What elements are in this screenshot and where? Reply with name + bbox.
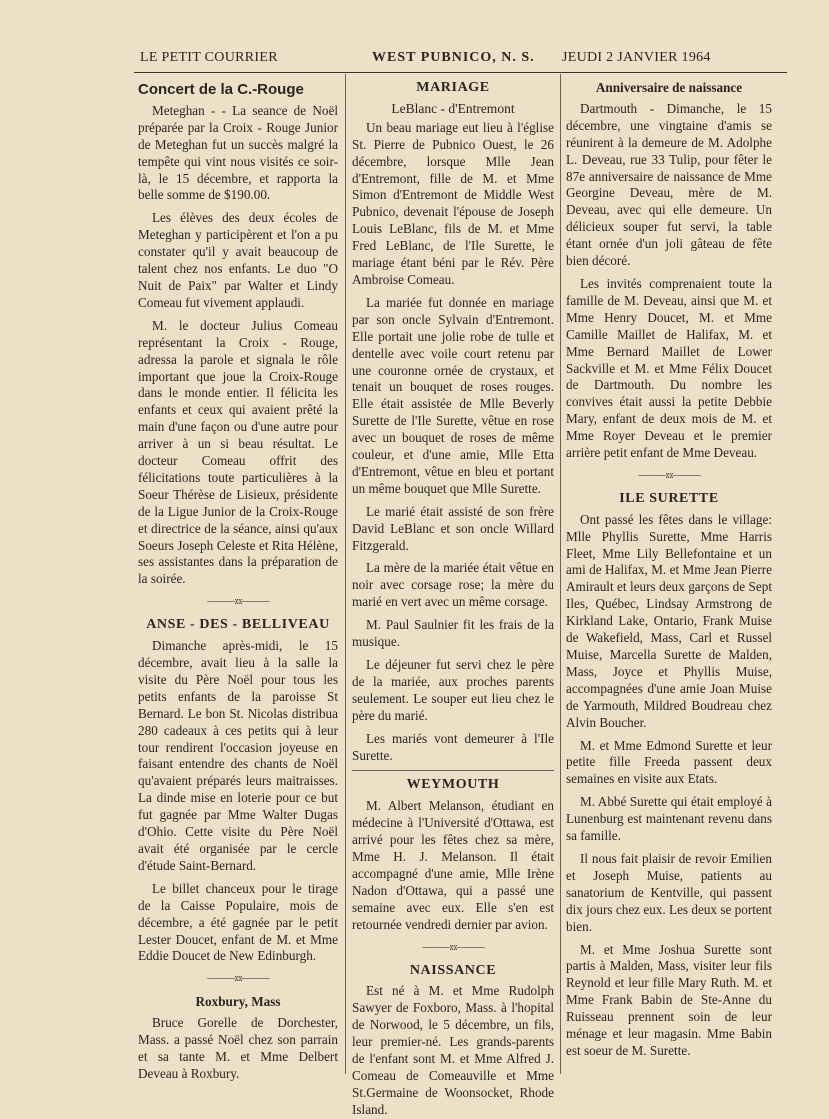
issue-date: JEUDI 2 JANVIER 1964 xyxy=(562,50,711,65)
article-paragraph: M. Albert Melanson, étudiant en médecine à l'Université d'Ottawa, est arrivé pour les fêtes chez sa mère, Mme H. J. Melanson. Il était accompagné d'une amie, Mlle Irène Nadon d'Ottawa, qui a passé une semaine avec eux. Elle s'en est retournée vendredi dernier par avion. xyxy=(352,798,554,932)
article-paragraph: Meteghan - - La seance de Noël préparée par la Croix - Rouge Junior de Meteghan fut un succès malgré la tempête qui vint nous visités ce soir-là, le 15 décembre, et rapporta la belle somme de $190.00. xyxy=(138,102,338,203)
article-paragraph: M. et Mme Edmond Surette et leur petite fille Freeda passent deux semaines en visite aux Etats. xyxy=(566,737,772,787)
separator: ———:o:——— xyxy=(207,973,269,985)
article-paragraph: La mère de la mariée était vêtue en noir avec corsage rose; la mère du marié en vert avec un même corsage. xyxy=(352,560,554,610)
article-title-ile-surette: ILE SURETTE xyxy=(619,490,719,506)
article-title-anniversaire: Anniversaire de naissance xyxy=(595,80,743,95)
article-paragraph: Bruce Gorelle de Dorchester, Mass. a passé Noël chez son parrain et sa tante M. et Mme Delbert Deveau à Roxbury. xyxy=(138,1015,338,1081)
article-title-concert: Concert de la C.-Rouge xyxy=(138,81,304,98)
column-3 xyxy=(566,74,772,1074)
article-subtitle: LeBlanc - d'Entremont xyxy=(391,100,515,116)
separator: ———:o:——— xyxy=(638,469,700,481)
article-paragraph: Ont passé les fêtes dans le village: Mlle Phyllis Surette, Mme Harris Fleet, Mme Lily Bellefontaine et un ami de Halifax, M. et Mme Jean Pierre Amirault et leurs deux garçons de Sept Iles, Québec, Lindsay Armstrong de Kirkland Lake, Ontario, Frank Muise de Wakefield, Mass, Carl et Russel Muise, Marcella Surette de Malden, Mass, Joyce et Phyllis Muise, accompagnées d'une amie Joan Muise de Yarmouth, Mildred Boudreau chez Alvin Boucher. xyxy=(566,511,772,730)
article-paragraph: Le déjeuner fut servi chez le père de la mariée, aux proches parents seulement. Le souper eut lieu chez le père du marié. xyxy=(352,657,554,723)
article-paragraph: M. Abbé Surette qui était employé à Lunenburg est maintenant revenu dans sa famille. xyxy=(566,794,772,844)
article-paragraph: Le billet chanceux pour le tirage de la Caisse Populaire, mois de décembre, a été gagnée par le petit Lester Doucet, enfant de M. et Mme Eddie Doucet de New Edinburgh. xyxy=(138,880,338,964)
article-paragraph: Les élèves des deux écoles de Meteghan y participèrent et l'on a pu constater qu'il y avait beaucoup de talent chez nos enfants. Le duo "O Nuit de Paix" par Walter et Lindy Comeau fut vivement applaudi. xyxy=(138,210,338,310)
article-paragraph: Un beau mariage eut lieu à l'église St. Pierre de Pubnico Ouest, le 26 décembre, lorsque Mlle Jean d'Entremont, fille de M. et Mme Simon d'Entremont de Middle West Pubnico, devenait l'épouse de Joseph Louis LeBlanc, fils de M. et Mme Fred LeBlanc, de l'Ile Surette, le mariage étant béni par le Rév. Père Ambroise Comeau. xyxy=(352,119,554,287)
column-divider-2 xyxy=(560,74,561,1074)
column-1 xyxy=(138,74,338,1081)
article-title-roxbury: Roxbury, Mass xyxy=(195,994,281,1010)
article-paragraph: Il nous fait plaisir de revoir Emilien et Joseph Muise, patients au sanatorium de Kentville, qui passent dix jours chez eux. Les deux se portent bien. xyxy=(566,850,772,934)
section-rule xyxy=(352,770,554,771)
column-2 xyxy=(352,74,554,1117)
article-paragraph: Est né à M. et Mme Rudolph Sawyer de Foxboro, Mass. à l'hopital de Norwood, le 5 décembre, un fils, leur premier-né. Les grands-parents de l'enfant sont M. et Mme Alfred J. Comeau de Comeauville et Mme St.Germaine de Woonsocket, Rhode Island. xyxy=(352,983,554,1117)
article-paragraph: M. Paul Saulnier fit les frais de la musique. xyxy=(352,617,554,650)
article-paragraph: La mariée fut donnée en mariage par son oncle Sylvain d'Entremont. Elle portait une jolie robe de tulle et dentelle avec voile court retenu par une couronne ornée de crystaux, et tenait un bouquet de roses rouges. Elle était assistée de Mlle Beverly Surette de l'Ile Surette, vêtue en rose avec un bouquet de roses de même couleur, et d'une amie, Mlle Etta d'Entremont, vêtue en bleu et portant un même bouquet que Mlle Surette. xyxy=(352,294,554,496)
separator: ———:o:——— xyxy=(207,596,269,608)
masthead xyxy=(96,46,776,70)
article-title-naissance: NAISSANCE xyxy=(409,962,497,978)
header-rule xyxy=(134,72,787,73)
article-title-mariage: MARIAGE xyxy=(416,80,490,95)
place-line: WEST PUBNICO, N. S. xyxy=(372,50,535,65)
paper-name: LE PETIT COURRIER xyxy=(140,50,278,65)
separator: ———:o:——— xyxy=(422,941,484,953)
column-divider-1 xyxy=(345,74,346,1074)
article-paragraph: Dartmouth - Dimanche, le 15 décembre, une vingtaine d'amis se réunirent à la demeure de M. Adolphe L. Deveau, rue 33 Tulip, pour fêter le 87e anniversaire de naissance de Mme Georgine Deveau, mère de M. Deveau, avec qui elle demeure. Un délicieux souper fut servi, la table étant ornée d'un joli gâteau de fête bien décoré. xyxy=(566,100,772,269)
article-paragraph: Le marié était assisté de son frère David LeBlanc et son oncle Willard Fitzgerald. xyxy=(352,503,554,553)
article-title-weymouth: WEYMOUTH xyxy=(406,777,500,793)
article-paragraph: M. et Mme Joshua Surette sont partis à Malden, Mass, visiter leur fils Reynold et leur fille Mary Ruth. M. et Mme Frank Babin de Ste-Anne du Ruisseau prennent soin de leur ménage et leur magasin. Mme Babin est soeur de M. Surette. xyxy=(566,941,772,1058)
article-paragraph: Dimanche après-midi, le 15 décembre, avait lieu à la salle la visite du Père Noël pour tous les petits enfants de la paroisse St Bernard. Le bon St. Nicolas distribua 280 cadeaux à ces petits qui à leur tour rendirent l'occasion joyeuse en faisant entendre des chants de Noël qu'avaient préparés leurs maitraisses. La dinde mise en loterie pour ce but fut gagnée par Mme Walter Dugas d'Ohio. Cette visite du Père Noël avait été organisée par le cercle d'étude Saint-Bernard. xyxy=(138,638,338,873)
article-title-anse: ANSE - DES - BELLIVEAU xyxy=(146,617,330,633)
article-paragraph: Les invités comprenaient toute la famille de M. Deveau, ainsi que M. et Mme Henry Doucet, M. et Mme Camille Maillet de Halifax, M. et Mme Bernard Maillet de Lower Sackville et M. et Mme Félix Doucet de Dartmouth. Du nombre les convives était aussi la petite Debbie Mary, enfant de deux mois de M. et Mme Royer Deveau et le premier arrière petit enfant de Mme Deveau. xyxy=(566,275,772,461)
article-paragraph: M. le docteur Julius Comeau représentant la Croix - Rouge, adressa la parole et signala le rôle important que joue la Croix-Rouge dans le monde entier. Il félicita les enfants et ceux qui avaient prêté la main d'une façon ou d'une autre pour arriver à un si beau résultat. Le docteur Comeau offrit des félicitations toute particulières à la Soeur Thérèse de Lisieux, présidente de la Ligue Junior de la Croix-Rouge et directrice de la séance, ainsi qu'aux Soeurs Joseph Celeste et Rita Hélène, ses assistantes dans la préparation de la soirée. xyxy=(138,317,338,587)
article-paragraph: Les mariés vont demeurer à l'Ile Surette. xyxy=(352,730,554,763)
